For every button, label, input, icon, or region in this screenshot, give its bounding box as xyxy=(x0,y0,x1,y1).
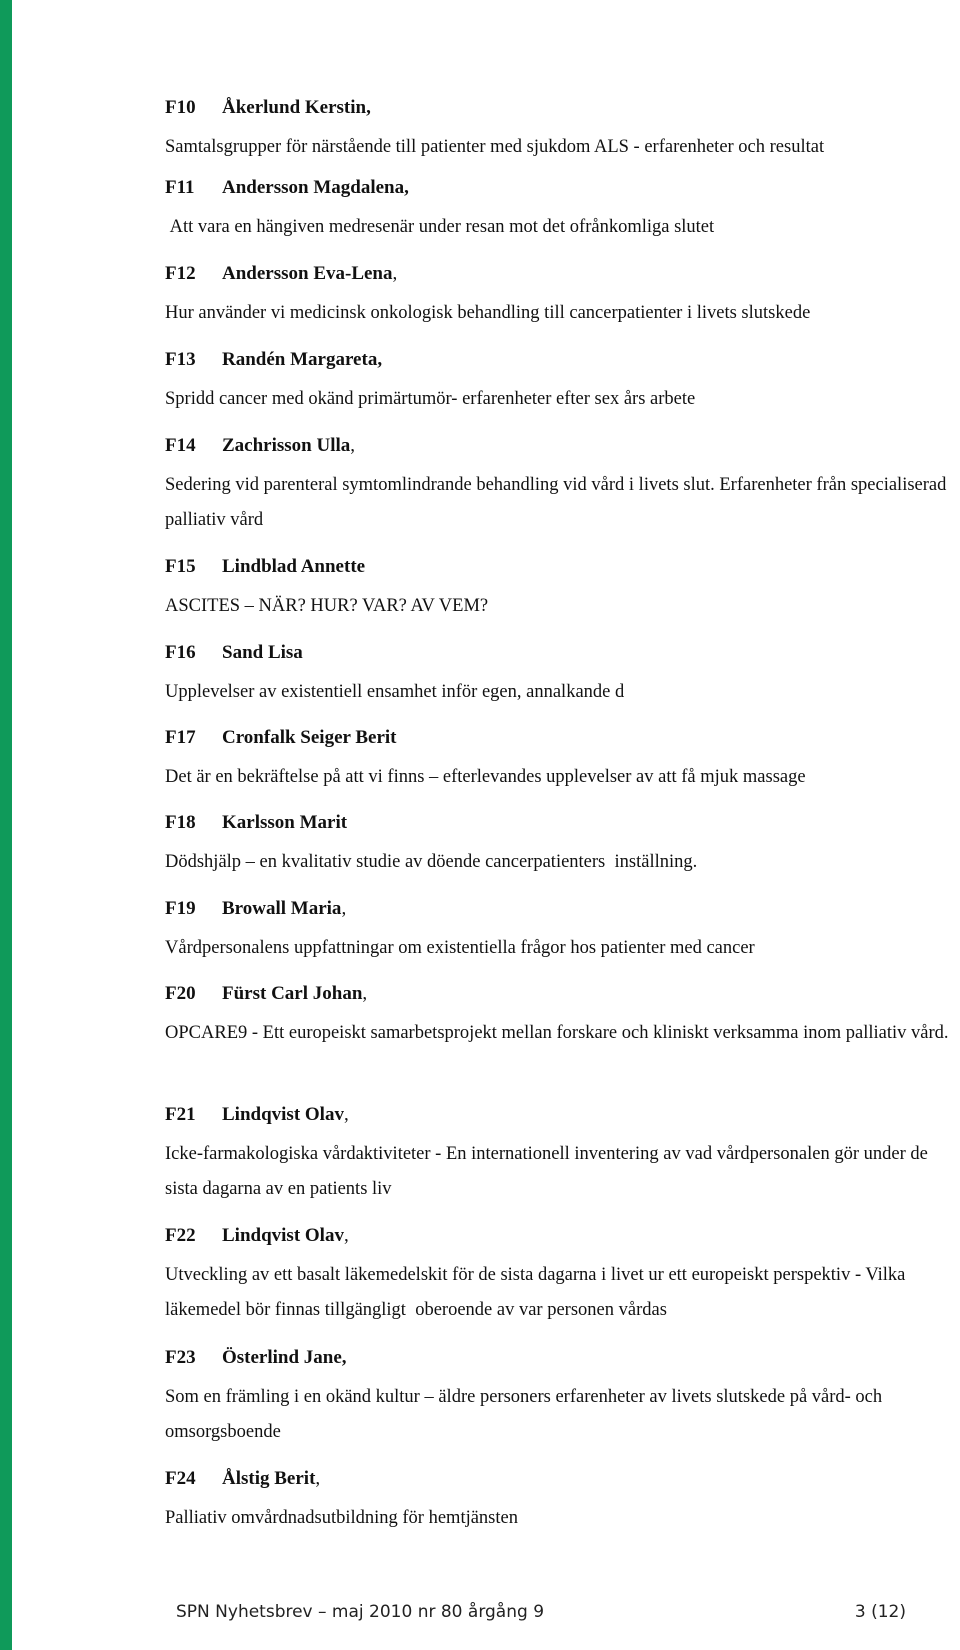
entry-author: Sand Lisa xyxy=(222,642,303,663)
entry xyxy=(165,897,955,966)
entry-code: F18 xyxy=(165,812,196,833)
entry-title: Utveckling av ett basalt läkemedelskit för de sista dagarna i livet ur ett europeiskt perspektiv - Vilka läkemedel bör finnas tillgängligt oberoende av var personen vårdas xyxy=(165,1265,911,1320)
entry-code: F23 xyxy=(165,1347,196,1368)
entry-code: F11 xyxy=(165,177,195,198)
entry-title: Vårdpersonalens uppfattningar om existentiella frågor hos patienter med cancer xyxy=(165,938,755,958)
entry xyxy=(165,96,955,165)
entry-title: Upplevelser av existentiell ensamhet inför egen, annalkande d xyxy=(165,682,625,702)
entry-author: Åkerlund Kerstin, xyxy=(222,97,371,118)
entry-code: F12 xyxy=(165,263,196,284)
entry-header xyxy=(165,641,955,665)
entry-author-suffix: , xyxy=(350,435,356,456)
entry-title: Att vara en hängiven medresenär under resan mot det ofrånkomliga slutet xyxy=(165,217,715,237)
entry xyxy=(165,811,955,880)
entry xyxy=(165,1346,955,1450)
entry-title: Sedering vid parenteral symtomlindrande behandling vid vård i livets slut. Erfarenheter från specialiserad palliativ vård xyxy=(165,475,951,530)
entry-header xyxy=(165,982,955,1006)
entry-header xyxy=(165,262,955,286)
footer-page-number: 3 (12) xyxy=(854,1602,906,1622)
entry-author: Andersson Eva-Lena xyxy=(222,263,393,284)
entry-header xyxy=(165,811,955,835)
entry-header xyxy=(165,1103,955,1127)
entry xyxy=(165,1467,955,1536)
entry-header xyxy=(165,1346,955,1370)
entry xyxy=(165,726,955,795)
entry-author-suffix: , xyxy=(343,1104,349,1125)
entry-header xyxy=(165,555,955,579)
entry-title: Som en främling i en okänd kultur – äldre personers erfarenheter av livets slutskede på vård- och omsorgsboende xyxy=(165,1387,887,1442)
entry-author-suffix: , xyxy=(343,1225,349,1246)
entry xyxy=(165,262,955,331)
entry xyxy=(165,1103,955,1207)
entry-code: F15 xyxy=(165,556,196,577)
entry-code: F17 xyxy=(165,727,196,748)
entry-header xyxy=(165,1224,955,1248)
entry xyxy=(165,1224,955,1328)
entry-author-suffix: , xyxy=(392,263,398,284)
entry-author: Randén Margareta, xyxy=(222,349,383,370)
entry-title: Spridd cancer med okänd primärtumör- erfarenheter efter sex års arbete xyxy=(165,389,696,409)
entry xyxy=(165,641,955,710)
entry-author-suffix: , xyxy=(341,898,347,919)
entry-code: F24 xyxy=(165,1468,196,1489)
entry xyxy=(165,555,955,624)
entry-author: Zachrisson Ulla xyxy=(222,435,351,456)
entry-code: F19 xyxy=(165,898,196,919)
entry-author: Browall Maria xyxy=(222,898,342,919)
page-footer xyxy=(176,1602,906,1622)
entry-code: F14 xyxy=(165,435,196,456)
entry xyxy=(165,348,955,417)
entry-author: Lindblad Annette xyxy=(222,556,366,577)
entry-code: F22 xyxy=(165,1225,196,1246)
entry-author: Österlind Jane, xyxy=(222,1347,347,1368)
entry-author: Cronfalk Seiger Berit xyxy=(222,727,397,748)
entry-code: F13 xyxy=(165,349,196,370)
footer-newsletter-info: SPN Nyhetsbrev – maj 2010 nr 80 årgång 9 xyxy=(176,1602,545,1622)
entry-title: Hur använder vi medicinsk onkologisk behandling till cancerpatienter i livets slutskede xyxy=(165,303,811,323)
entry-author: Ålstig Berit xyxy=(222,1468,316,1489)
entry-title: Palliativ omvårdnadsutbildning för hemtjänsten xyxy=(165,1508,518,1528)
entry xyxy=(165,982,955,1051)
entry-header xyxy=(165,726,955,750)
entry-title: Dödshjälp – en kvalitativ studie av döende cancerpatienters inställning. xyxy=(165,852,698,872)
entry xyxy=(165,176,955,245)
entry-title: Samtalsgrupper för närstående till patienter med sjukdom ALS - erfarenheter och resultat xyxy=(165,137,825,157)
entry-author: Andersson Magdalena, xyxy=(222,177,409,198)
entry-title: Det är en bekräftelse på att vi finns – efterlevandes upplevelser av att få mjuk massage xyxy=(165,767,806,787)
entry-author-suffix: , xyxy=(362,983,368,1004)
entry-code: F10 xyxy=(165,97,196,118)
entry-code: F16 xyxy=(165,642,196,663)
entry-author: Karlsson Marit xyxy=(222,812,348,833)
entry-title: ASCITES – NÄR? HUR? VAR? AV VEM? xyxy=(165,596,489,616)
entry-title: Icke-farmakologiska vårdaktiviteter - En internationell inventering av vad vårdpersonalen gör under de sista dagarna av en patients liv xyxy=(165,1144,933,1199)
entry xyxy=(165,434,955,538)
entry-author: Fürst Carl Johan xyxy=(222,983,363,1004)
entry-code: F20 xyxy=(165,983,196,1004)
entry-header xyxy=(165,348,955,372)
entry-header xyxy=(165,96,955,120)
green-margin-bar xyxy=(0,0,12,1650)
entry-author: Lindqvist Olav xyxy=(222,1225,344,1246)
entry-header xyxy=(165,1467,955,1491)
entry-header xyxy=(165,176,955,200)
entry-author: Lindqvist Olav xyxy=(222,1104,344,1125)
entry-header xyxy=(165,897,955,921)
entry-title: OPCARE9 - Ett europeiskt samarbetsprojekt mellan forskare och kliniskt verksamma inom palliativ vård. xyxy=(165,1023,949,1043)
entry-code: F21 xyxy=(165,1104,196,1125)
entry-header xyxy=(165,434,955,458)
entry-author-suffix: , xyxy=(315,1468,321,1489)
